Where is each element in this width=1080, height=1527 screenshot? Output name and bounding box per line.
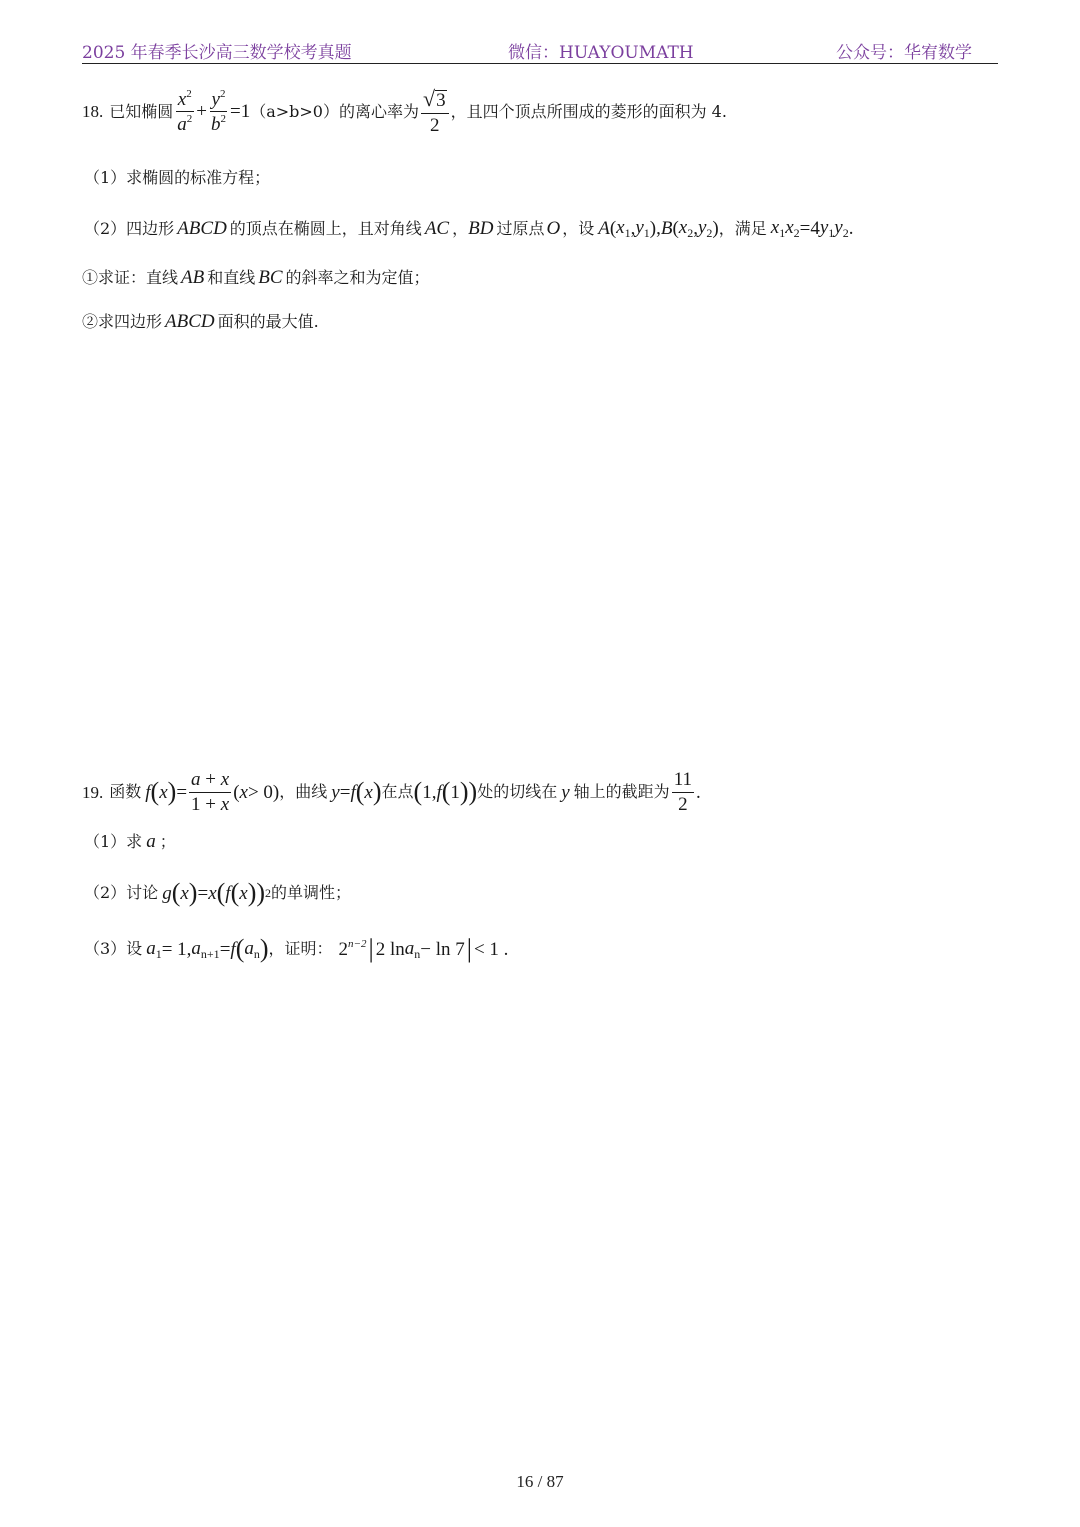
header-center: 微信：HUAYOUMATH [508, 43, 694, 63]
header-right: 公众号：华宥数学 [836, 43, 972, 63]
intercept-value: $\frac{11}{2}$ [673, 769, 692, 815]
q19-part3: （3）设 $a_1$ = 1, $a_{n+1}$ = f ( $a_n$ ) ，证明： $2^{n-2}$ | 2 ln $a_n$ − ln 7 | < 1 . [84, 934, 509, 963]
q19-part2: （2）讨论 g ( x ) = x ( f ( x )) 2 的单调性； [84, 878, 352, 907]
ellipse-x-term: $\frac{x^2}{a^2}$ [177, 87, 193, 136]
header-rule [82, 63, 998, 64]
q18-statement: 18. 已知椭圆 $\frac{x^2}{a^2}$ + $\frac{y^2}{b^2}$ =1 （a>b>0）的离心率为 √ 3 2 ，且四个顶点所围成的菱形的面积为 4. [82, 86, 727, 136]
q18-part1: （1）求椭圆的标准方程； [84, 168, 271, 187]
q18-subpart1: ①求证：直线 AB 和直线 BC 的斜率之和为定值； [82, 267, 430, 288]
q18-tail: ，且四个顶点所围成的菱形的面积为 4. [450, 101, 727, 121]
q19-part1: （1）求 a ； [84, 831, 176, 852]
q18-condition: （a>b>0）的离心率为 [250, 101, 419, 121]
function-fraction: $\frac{a + x}{1 + x}$ [191, 769, 230, 815]
q18-subpart2: ②求四边形 ABCD 面积的最大值. [82, 311, 319, 332]
eccentricity-value: √ 3 2 [421, 88, 449, 136]
ellipse-y-term: $\frac{y^2}{b^2}$ [210, 87, 226, 136]
page-number: 16 / 87 [516, 1472, 564, 1491]
q19-statement: 19. 函数 f ( x ) = $\frac{a + x}{1 + x}$ ( x > 0) ，曲线 y = f ( x ) 在点 ( 1, f ( 1 )) 处的切线在 y 轴上的截距为 $\frac{11}{2}$ . [82, 769, 701, 815]
q18-intro: 已知椭圆 [109, 101, 174, 121]
q18-part2: （2）四边形 ABCD 的顶点在椭圆上，且对角线 AC ， BD 过原点 O ，设 A ( $x_1$ , $y_1$ ), B ( $x_2$ , $y_2$ ) ，满足 $x_1x_2$ =4 $y_1y_2$ . [84, 217, 854, 240]
header-left: 2025 年春季长沙高三数学校考真题 [82, 43, 352, 63]
